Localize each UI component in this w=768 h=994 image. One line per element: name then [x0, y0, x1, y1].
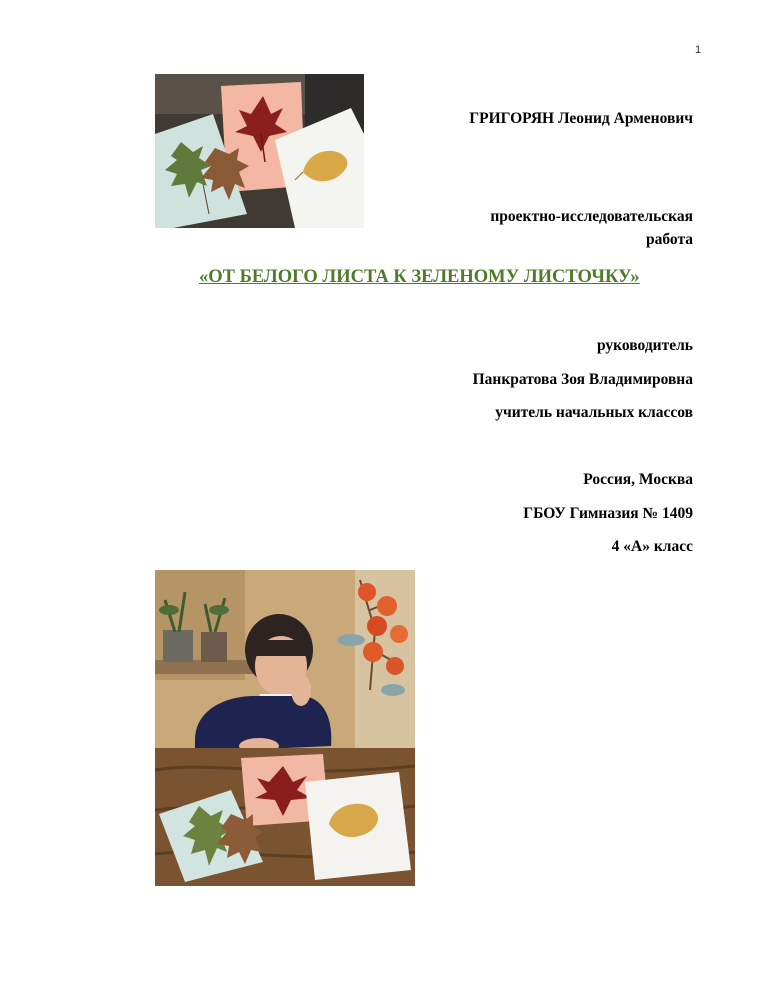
location-country: Россия, Москва — [583, 471, 693, 488]
document-title: «ОТ БЕЛОГО ЛИСТА К ЗЕЛЕНОМУ ЛИСТОЧКУ» — [199, 267, 640, 287]
leaves-photo — [155, 74, 364, 228]
supervisor-role: учитель начальных классов — [495, 404, 693, 421]
work-type-line-2: работа — [645, 231, 693, 248]
supervisor-label: руководитель — [597, 337, 693, 354]
work-type-line-1: проектно-исследовательская — [490, 208, 693, 225]
student-photo — [155, 570, 415, 886]
supervisor-name: Панкратова Зоя Владимировна — [472, 371, 693, 388]
location-school: ГБОУ Гимназия № 1409 — [523, 505, 693, 522]
page-number: 1 — [694, 44, 702, 56]
author-name: ГРИГОРЯН Леонид Арменович — [469, 110, 693, 127]
location-class: 4 «А» класс — [611, 538, 693, 555]
